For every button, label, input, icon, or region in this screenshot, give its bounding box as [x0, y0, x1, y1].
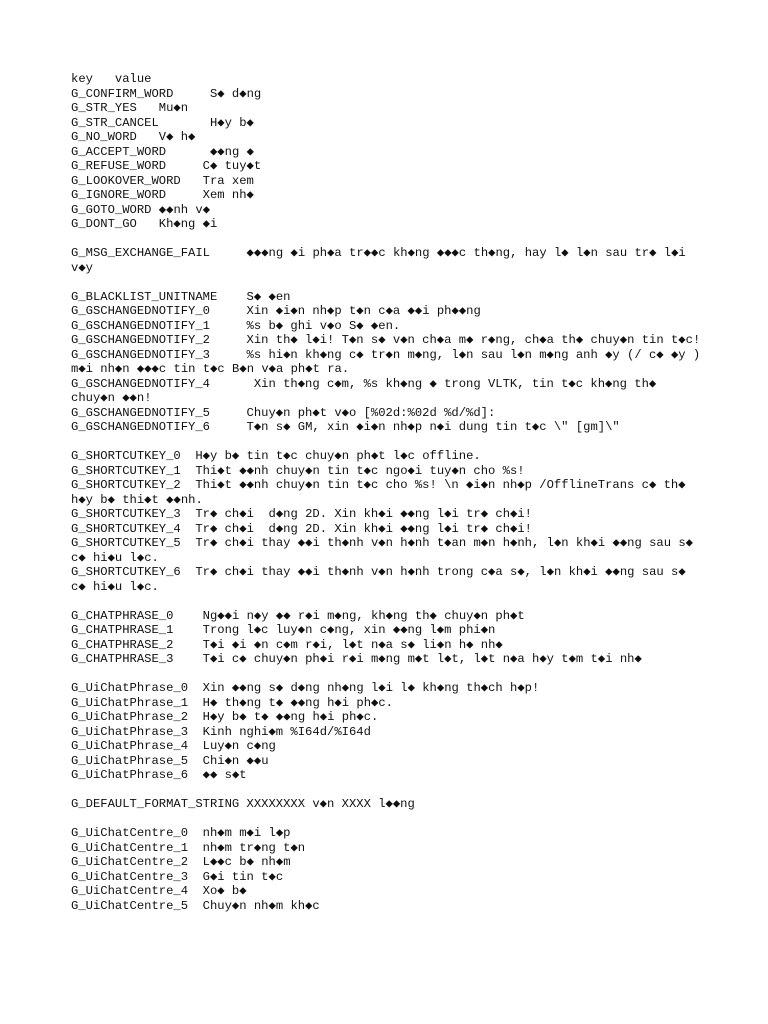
text-line: G_GSCHANGEDNOTIFY_6 T◆n s◆ GM, xin ◆i◆n nh◆p n◆i dung tin t◆c \" [gm]\"	[71, 420, 620, 434]
text-line: G_SHORTCUTKEY_3 Tr◆ ch◆i d◆ng 2D. Xin kh◆i ◆◆ng l◆i tr◆ ch◆i!	[71, 507, 532, 521]
text-line: G_IGNORE_WORD Xem nh◆	[71, 188, 254, 202]
text-line: G_SHORTCUTKEY_5 Tr◆ ch◆i thay ◆◆i th◆nh v◆n h◆nh t◆an m◆n h◆nh, l◆n kh◆i ◆◆ng sau s◆ c◆ hi◆u l◆c.	[71, 536, 701, 565]
text-line: G_CONFIRM_WORD S◆ d◆ng	[71, 86, 262, 101]
text-line: G_UiChatPhrase_6 ◆◆ s◆t	[71, 768, 247, 782]
blank-line	[71, 275, 707, 290]
text-line: G_UiChatPhrase_2 H◆y b◆ t◆ ◆◆ng h◆i ph◆c.	[71, 710, 379, 724]
blank-line	[71, 667, 707, 682]
text-line: G_DEFAULT_FORMAT_STRING XXXXXXXX v◆n XXXX l◆◆ng	[71, 797, 415, 811]
text-line: G_GOTO_WORD ◆◆nh v◆	[71, 202, 211, 217]
blank-line	[71, 594, 707, 609]
text-line: G_ACCEPT_WORD ◆◆ng ◆	[71, 144, 254, 159]
text-line: G_MSG_EXCHANGE_FAIL ◆◆◆ng ◆i ph◆a tr◆◆c kh◆ng ◆◆◆c th◆ng, hay l◆ l◆n sau tr◆ l◆i v◆y	[71, 246, 694, 275]
text-line: G_SHORTCUTKEY_1 Thi◆t ◆◆nh chuy◆n tin t◆c ngo◆i tuy◆n cho %s!	[71, 463, 525, 478]
text-line: G_SHORTCUTKEY_0 H◆y b◆ tin t◆c chuy◆n ph◆t l◆c offline.	[71, 449, 481, 463]
text-line: G_CHATPHRASE_1 Trong l◆c luy◆n c◆ng, xin ◆◆ng l◆m phi◆n	[71, 623, 496, 637]
document-body	[71, 72, 707, 913]
text-line: G_UiChatPhrase_3 Kinh nghi◆m %I64d/%I64d	[71, 724, 371, 739]
text-line: G_GSCHANGEDNOTIFY_5 Chuy◆n ph◆t v◆o [%02d:%02d %d/%d]:	[71, 405, 496, 420]
text-line: G_GSCHANGEDNOTIFY_3 %s hi◆n kh◆ng c◆ tr◆n m◆ng, l◆n sau l◆n m◆ng anh ◆y (/ c◆ ◆y ) m◆i nh◆n ◆◆◆c tin t◆c B◆n v◆a ph◆t ra.	[71, 347, 708, 376]
text-line: G_STR_YES Mu◆n	[71, 101, 189, 115]
text-line: G_GSCHANGEDNOTIFY_0 Xin ◆i◆n nh◆p t◆n c◆a ◆◆i ph◆◆ng	[71, 304, 481, 318]
text-line: G_UiChatPhrase_5 Chi◆n ◆◆u	[71, 753, 269, 768]
text-line: G_UiChatPhrase_0 Xin ◆◆ng s◆ d◆ng nh◆ng l◆i l◆ kh◆ng th◆ch h◆p!	[71, 681, 540, 695]
text-line: G_UiChatCentre_3 G◆i tin t◆c	[71, 869, 284, 884]
text-line: G_REFUSE_WORD C◆ tuy◆t	[71, 159, 262, 173]
text-line: G_LOOKOVER_WORD Tra xem	[71, 173, 254, 188]
text-line: G_UiChatCentre_5 Chuy◆n nh◆m kh◆c	[71, 898, 320, 913]
blank-line	[71, 232, 707, 247]
blank-line	[71, 783, 707, 798]
text-line: G_SHORTCUTKEY_4 Tr◆ ch◆i d◆ng 2D. Xin kh◆i ◆◆ng l◆i tr◆ ch◆i!	[71, 521, 532, 536]
text-line: G_GSCHANGEDNOTIFY_1 %s b◆ ghi v◆o S◆ ◆en.	[71, 318, 401, 333]
text-line: G_UiChatCentre_4 Xo◆ b◆	[71, 884, 247, 898]
text-line: G_GSCHANGEDNOTIFY_2 Xin th◆ l◆i! T◆n s◆ v◆n ch◆a m◆ r◆ng, ch◆a th◆ chuy◆n tin t◆c!	[71, 333, 701, 347]
text-line: G_CHATPHRASE_2 T◆i ◆i ◆n c◆m r◆i, l◆t n◆a s◆ li◆n h◆ nh◆	[71, 637, 503, 652]
text-line: G_GSCHANGEDNOTIFY_4 Xin th◆ng c◆m, %s kh◆ng ◆ trong VLTK, tin t◆c kh◆ng th◆ chuy◆n ◆◆n!	[71, 376, 664, 405]
text-line: G_UiChatPhrase_1 H◆ th◆ng t◆ ◆◆ng h◆i ph◆c.	[71, 695, 393, 710]
text-line: G_SHORTCUTKEY_6 Tr◆ ch◆i thay ◆◆i th◆nh v◆n h◆nh trong c◆a s◆, l◆n kh◆i ◆◆ng sau s◆ c◆ hi◆u l◆c.	[71, 565, 694, 594]
text-line: G_NO_WORD V◆ h◆	[71, 130, 196, 144]
text-line: G_UiChatCentre_0 nh◆m m◆i l◆p	[71, 826, 291, 840]
blank-line	[71, 435, 707, 450]
text-line: G_UiChatCentre_2 L◆◆c b◆ nh◆m	[71, 855, 291, 869]
text-line: G_DONT_GO Kh◆ng ◆i	[71, 217, 218, 231]
text-line: G_UiChatPhrase_4 Luy◆n c◆ng	[71, 739, 276, 753]
blank-line	[71, 812, 707, 827]
text-line: G_CHATPHRASE_3 T◆i c◆ chuy◆n ph◆i r◆i m◆ng m◆t l◆t, l◆t n◆a h◆y t◆m t◆i nh◆	[71, 652, 642, 666]
text-line: G_CHATPHRASE_0 Ng◆◆i n◆y ◆◆ r◆i m◆ng, kh◆ng th◆ chuy◆n ph◆t	[71, 608, 525, 623]
text-line: G_SHORTCUTKEY_2 Thi◆t ◆◆nh chuy◆n tin t◆c cho %s! \n ◆i◆n nh◆p /OfflineTrans c◆ th◆ h◆y b◆ thi◆t ◆◆nh.	[71, 478, 693, 507]
text-line: G_UiChatCentre_1 nh◆m tr◆ng t◆n	[71, 840, 306, 855]
text-line: G_BLACKLIST_UNITNAME S◆ ◆en	[71, 289, 291, 304]
text-line: key value	[71, 72, 152, 86]
text-line: G_STR_CANCEL H◆y b◆	[71, 115, 254, 130]
